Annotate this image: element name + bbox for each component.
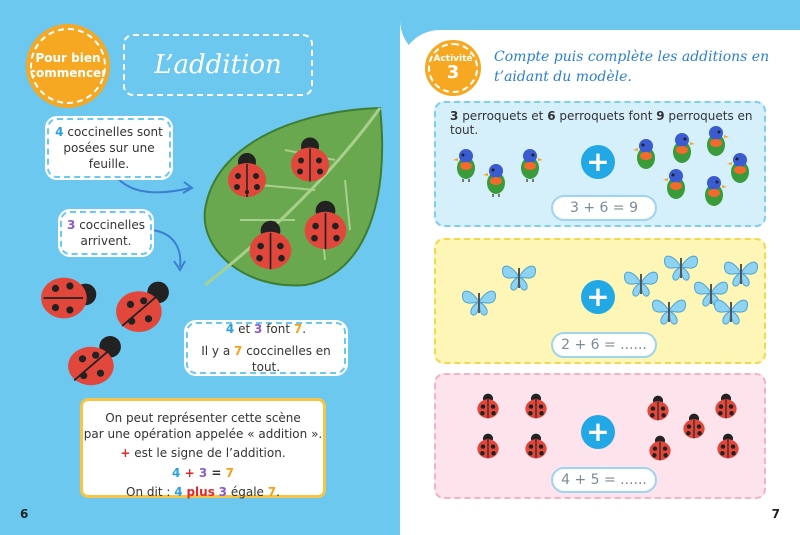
ladybug-icon [35, 268, 100, 328]
number-seven: 7 [225, 465, 234, 480]
bubble-three-ladybugs [60, 211, 152, 255]
number-seven: 7 [293, 321, 303, 336]
word-et: et [238, 321, 251, 336]
equation-answer-field[interactable]: 4 + 5 = ...... [551, 467, 657, 493]
sentence-text: perroquets en tout. [450, 109, 753, 137]
number-four: 4 [225, 321, 235, 336]
word-egale: égale [230, 484, 264, 499]
equals-sign: = [211, 465, 222, 480]
ladybug-icon [285, 132, 335, 187]
parrot-icon [482, 163, 510, 197]
plus-sign: + [184, 465, 195, 480]
sentence-text: perroquets font [559, 109, 653, 123]
activity-label: Activité [433, 54, 473, 64]
plus-icon: + [581, 415, 615, 449]
butterfly-icon [500, 262, 538, 292]
number-four: 4 [55, 124, 64, 139]
number-three: 3 [218, 484, 228, 499]
parrot-icon [726, 152, 754, 186]
ladybug-icon [522, 432, 550, 460]
ladybug-icon [298, 195, 353, 255]
ladybug-icon [62, 330, 127, 390]
sentence-text: perroquets et [462, 109, 544, 123]
parrot-icon [668, 132, 696, 166]
bubble-four-ladybugs [47, 118, 171, 178]
butterfly-icon [460, 287, 498, 317]
butterfly-icon [650, 296, 688, 326]
ladybug-icon [646, 434, 674, 462]
number-seven: 7 [234, 343, 243, 358]
text-il-y-a: Il y a [201, 343, 231, 358]
activity-badge [428, 43, 478, 93]
activity-number: 3 [446, 62, 460, 83]
parrot-icon [662, 168, 690, 202]
number-three: 3 [254, 321, 263, 336]
number-three: 3 [198, 465, 208, 480]
word-plus: plus [186, 484, 215, 499]
butterfly-icon [622, 268, 660, 298]
number: 3 [450, 109, 459, 123]
equation-model: 3 + 6 = 9 [551, 195, 657, 221]
parrot-icon [452, 148, 480, 182]
ladybug-icon [474, 392, 502, 420]
page-number-left: 6 [20, 507, 29, 521]
parrot-icon [632, 138, 660, 172]
number-three: 3 [67, 217, 76, 232]
bubble-text: coccinelles arrivent. [79, 217, 145, 248]
parrot-icon [516, 148, 544, 182]
number: 9 [656, 109, 665, 123]
ladybug-icon [714, 432, 742, 460]
ladybug-icon [243, 215, 298, 275]
parrot-icon [700, 175, 728, 209]
arrow-icon [150, 225, 190, 275]
word-font: font [266, 321, 291, 336]
ladybug-icon [222, 150, 272, 200]
plus-icon: + [581, 280, 615, 314]
ladybug-icon [644, 394, 672, 422]
plus-icon: + [581, 145, 615, 179]
ladybug-icon [474, 432, 502, 460]
bubble-text: coccinelles sont posées sur une feuille. [63, 124, 163, 172]
page-title [123, 34, 313, 96]
plus-sign: + [120, 446, 131, 461]
rule-box [80, 398, 326, 498]
number-seven: 7 [267, 484, 277, 499]
page-title-text: L’addition [154, 50, 282, 80]
text-coccinelles-en-tout: coccinelles en tout. [246, 343, 331, 375]
period: . [276, 484, 280, 499]
butterfly-icon [712, 296, 750, 326]
ladybug-icon [680, 412, 708, 440]
rule-line: par une opération appelée « addition ». [83, 427, 323, 442]
number-four: 4 [172, 465, 181, 480]
activity-instruction: Compte puis complète les additions en t’aidant du modèle. [494, 49, 770, 85]
rule-line: On peut représenter cette scène [105, 411, 301, 425]
intro-badge-label: Pour bien commencer [28, 51, 108, 80]
ladybug-icon [522, 392, 550, 420]
ladybug-icon [712, 392, 740, 420]
number: 6 [547, 109, 556, 123]
ladybug-icon [110, 278, 175, 338]
rule-line: est le signe de l’addition. [134, 446, 286, 461]
intro-badge [30, 28, 106, 104]
page-number-right: 7 [771, 507, 780, 521]
equation-answer-field[interactable]: 2 + 6 = ...... [551, 332, 657, 358]
text-on-dit: On dit : [126, 484, 171, 499]
period: . [302, 321, 307, 336]
number-four: 4 [174, 484, 183, 499]
bubble-total [186, 322, 346, 374]
